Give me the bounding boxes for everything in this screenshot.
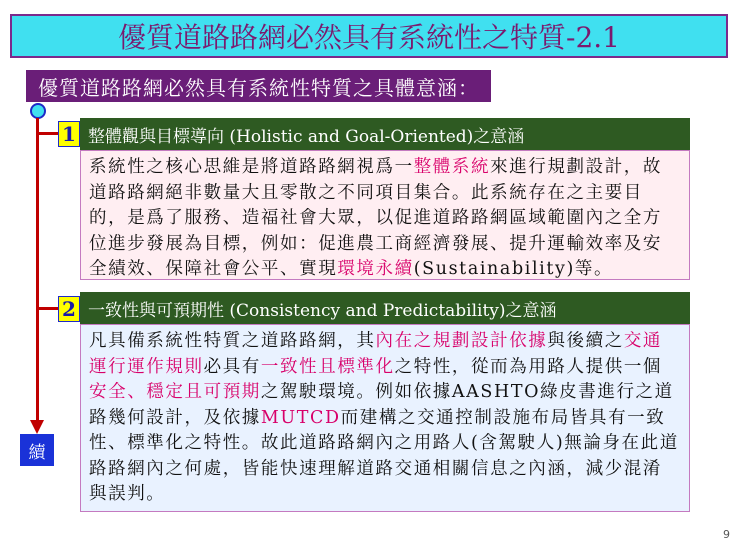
connector-line-1 <box>36 132 60 135</box>
highlight-safe-predictable: 安全、穩定且可預期 <box>89 382 261 402</box>
section-2-heading: 一致性與可預期性 (Consistency and Predictability)之意涵 <box>88 300 557 321</box>
highlight-sustainability: 環境永續 <box>337 259 414 279</box>
section-1-content: 系統性之核心思維是將道路路網視爲一整體系統來進行規劃設計，故道路路網絕非數量大且零散之不同項目集合。此系統存在之主要目的，是爲了服務、造福社會大眾，以促進道路路網區域範圍內之全方位進步發展為目標，例如：促進農工商經濟發展、提升運輸效率及安全績效、保障社會公平、實現環境永續(Sustainability)等。 <box>80 150 690 280</box>
connector-line-2 <box>36 307 60 310</box>
timeline-line <box>36 118 39 424</box>
timeline-node-circle <box>30 103 46 119</box>
slide-title-text: 優質道路路網必然具有系統性之特質-2.1 <box>118 21 620 54</box>
slide-title <box>10 14 728 58</box>
section-2-header <box>80 292 690 324</box>
highlight-operation-rules: 交通運行運作規則 <box>89 331 663 377</box>
highlight-whole-system: 整體系統 <box>413 157 491 177</box>
section-1-number-badge: 1 <box>58 121 80 147</box>
timeline-arrow-down-icon <box>30 420 44 434</box>
section-2-number-badge: 2 <box>58 296 80 322</box>
section-1-header <box>80 118 690 150</box>
subtitle-bar <box>26 70 491 102</box>
page-number: 9 <box>723 528 730 541</box>
subtitle-text: 優質道路路網必然具有系統性特質之具體意涵： <box>38 75 479 100</box>
highlight-consistency: 一致性且標準化 <box>260 356 395 377</box>
highlight-design-basis: 內在之規劃設計依據 <box>375 331 548 351</box>
highlight-mutcd: MUTCD <box>260 407 341 428</box>
section-2-content: 凡具備系統性特質之道路路網，其內在之規劃設計依據與後續之交通運行運作規則必具有一致性且標準化之特性，從而為用路人提供一個安全、穩定且可預期之駕駛環境。例如依據AASHTO綠皮書進行之道路幾何設計，及依據MUTCD而建構之交通控制設施布局皆具有一致性、標準化之特性。故此道路路網內之用路人(含駕駛人)無論身在此道路路網內之何處，皆能快速理解道路交通相關信息之內涵，減少混淆與誤判。 <box>80 324 690 512</box>
section-1-heading: 整體觀與目標導向 (Holistic and Goal-Oriented)之意涵 <box>88 126 525 147</box>
continue-button[interactable]: 續 <box>20 434 54 466</box>
